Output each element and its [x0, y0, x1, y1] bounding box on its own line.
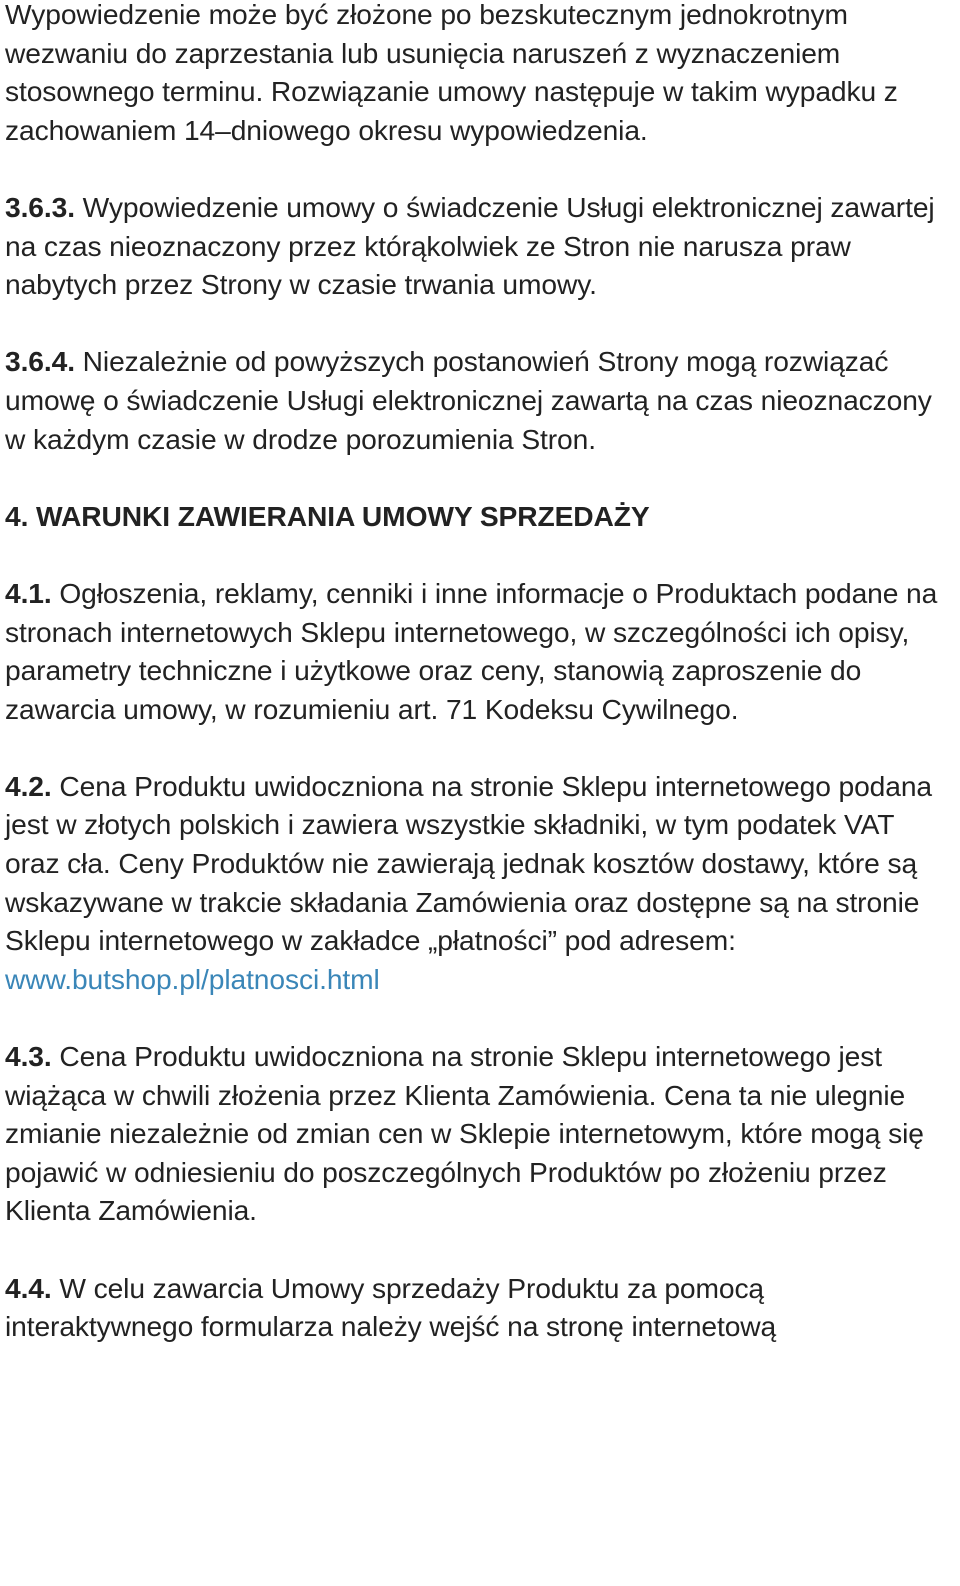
paragraph-number: 4.2.: [5, 769, 52, 802]
paragraph-3-6-4: [5, 342, 952, 458]
payments-link[interactable]: www.butshop.pl/platnosci.html: [5, 962, 380, 995]
section-heading: 4. WARUNKI ZAWIERANIA UMOWY SPRZEDAŻY: [5, 499, 650, 532]
paragraph-number: 3.6.3.: [5, 190, 75, 223]
paragraph-number: 3.6.4.: [5, 345, 75, 378]
paragraph-number: 4.1.: [5, 576, 52, 609]
paragraph-termination-notice: [5, 0, 952, 149]
paragraph-4-1: [5, 574, 952, 728]
paragraph-text: Niezależnie od powyższych postanowień Strony mogą rozwiązać umowę o świadczenie Usługi elektronicznej zawartą na czas nieoznaczony w każdym czasie w drodze porozumienia Stron.: [5, 345, 932, 455]
paragraph-4-3: [5, 1037, 952, 1230]
paragraph-3-6-3: [5, 188, 952, 304]
paragraph-text: Cena Produktu uwidoczniona na stronie Sklepu internetowego jest wiążąca w chwili złożenia przez Klienta Zamówienia. Cena ta nie ulegnie zmianie niezależnie od zmian cen w Sklepie internetowym, które mogą się pojawić w odniesieniu do poszczególnych Produktów po złożeniu przez Klienta Zamówienia.: [5, 1040, 924, 1227]
paragraph-text: Wypowiedzenie może być złożone po bezskutecznym jednokrotnym wezwaniu do zaprzestania lub usunięcia naruszeń z wyznaczeniem stosownego terminu. Rozwiązanie umowy następuje w takim wypadku z zachowaniem 14–dniowego okresu wypowiedzenia.: [5, 0, 898, 146]
paragraph-4-4: [5, 1269, 952, 1346]
paragraph-4-2: [5, 767, 952, 999]
paragraph-text: Cena Produktu uwidoczniona na stronie Sklepu internetowego podana jest w złotych polskich i zawiera wszystkie składniki, w tym podatek VAT oraz cła. Ceny Produktów nie zawierają jednak kosztów dostawy, które są wskazywane w trakcie składania Zamówienia oraz dostępne są na stronie Sklepu internetowego w zakładce „płatności” pod adresem:: [5, 769, 932, 957]
paragraph-text: Ogłoszenia, reklamy, cenniki i inne informacje o Produktach podane na stronach internetowych Sklepu internetowego, w szczególności ich opisy, parametry techniczne i użytkowe oraz ceny, stanowią zaproszenie do zawarcia umowy, w rozumieniu art. 71 Kodeksu Cywilnego.: [5, 576, 938, 725]
paragraph-number: 4.3.: [5, 1040, 52, 1073]
paragraph-number: 4.4.: [5, 1271, 52, 1304]
paragraph-text: W celu zawarcia Umowy sprzedaży Produktu za pomocą interaktywnego formularza należy wejść na stronę internetową: [5, 1271, 777, 1343]
paragraph-text: Wypowiedzenie umowy o świadczenie Usługi elektronicznej zawartej na czas nieoznaczony przez którąkolwiek ze Stron nie narusza praw nabytych przez Strony w czasie trwania umowy.: [5, 190, 935, 301]
